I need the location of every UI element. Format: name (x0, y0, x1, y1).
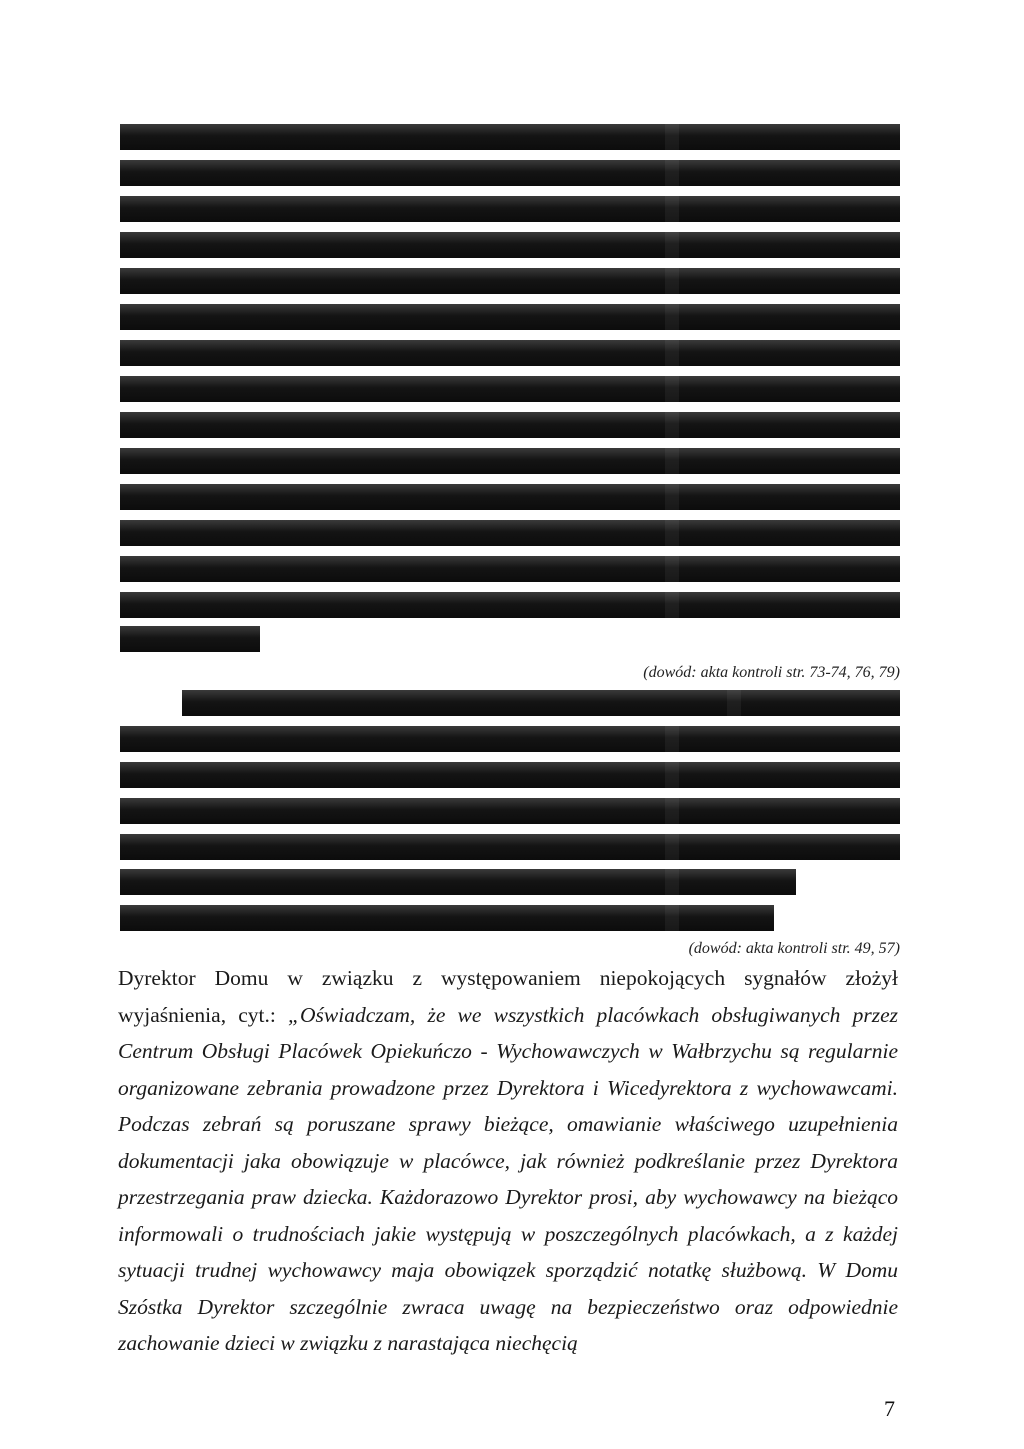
redaction-bar (120, 798, 900, 824)
redaction-bar (120, 340, 900, 366)
redaction-bar (120, 592, 900, 618)
redaction-bar (120, 124, 900, 150)
redaction-bar (120, 869, 796, 895)
page-number: 7 (884, 1396, 895, 1421)
redaction-bar (120, 556, 900, 582)
redaction-bar (120, 160, 900, 186)
redaction-bar (120, 834, 900, 860)
redaction-bar (120, 520, 900, 546)
redaction-bar (120, 448, 900, 474)
redaction-bar (120, 905, 774, 931)
body-paragraph (118, 960, 898, 1362)
paragraph-intro: Dyrektor Domu w związku z występowaniem niepokojących sygnałów złożył wyjaśnienia, cyt.: (118, 966, 898, 1027)
evidence-citation: (dowód: akta kontroli str. 73-74, 76, 79) (643, 664, 900, 681)
redaction-bar (182, 690, 900, 716)
evidence-citation: (dowód: akta kontroli str. 49, 57) (688, 940, 900, 957)
director-statement-quote: „Oświadczam, że we wszystkich placówkach obsługiwanych przez Centrum Obsługi Placówek Opiekuńczo - Wychowawczych w Wałbrzychu są regularnie organizowane zebrania prowadzone przez Dyrektora i Wicedyrektora z wychowawcami. Podczas zebrań są poruszane sprawy bieżące, omawianie właściwego uzupełnienia dokumentacji jaka obowiązuje w placówce, jak również podkreślanie przez Dyrektora przestrzegania praw dziecka. Każdorazowo Dyrektor prosi, aby wychowawcy na bieżąco informowali o trudnościach jakie występują w poszczególnych placówkach, a z każdej sytuacji trudnej wychowawcy maja obowiązek sporządzić notatkę służbową. W Domu Szóstka Dyrektor szczególnie zwraca uwagę na bezpieczeństwo oraz odpowiednie zachowanie dzieci w związku z narastająca niechęcią (118, 1002, 898, 1355)
redaction-bar (120, 626, 260, 652)
redaction-bar (120, 232, 900, 258)
redaction-bar (120, 376, 900, 402)
redaction-bar (120, 762, 900, 788)
redaction-bar (120, 196, 900, 222)
redaction-bar (120, 412, 900, 438)
redaction-bar (120, 304, 900, 330)
redaction-bar (120, 726, 900, 752)
redaction-bar (120, 484, 900, 510)
redaction-bar (120, 268, 900, 294)
